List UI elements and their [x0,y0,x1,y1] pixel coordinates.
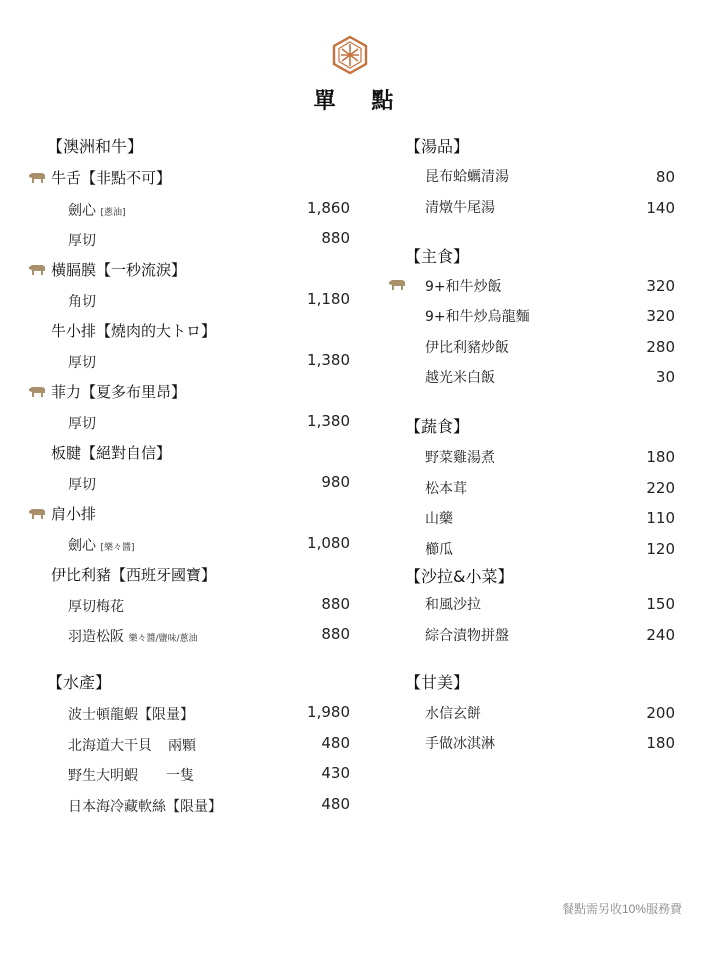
item-tag: 【西班牙國寶】 [111,566,217,584]
item-note: [樂々醬] [100,543,135,553]
item-price: 110 [646,509,675,527]
item-group-skirt [51,259,186,280]
item-note: 樂々醬/鹽味/蔥油 [128,634,198,644]
item-name: 菲力 [51,383,82,401]
item-name: 羽造松阪 [68,629,124,645]
item-price: 480 [321,734,350,752]
item-tag: 【夏多布里昂】 [81,383,187,401]
item-group-iberico [51,564,216,585]
item-note: [蔥油] [100,208,126,218]
menu-item: 綜合漬物拼盤 [425,628,509,644]
item-name: 伊比利豬 [51,566,112,584]
menu-item: 伊比利豬炒飯 [425,340,509,356]
item-price: 180 [646,448,675,466]
menu-item: 水信玄餅 [425,706,481,722]
item-qty: 兩顆 [168,738,196,754]
item-name: 板腱 [51,444,82,462]
item-price: 80 [655,168,675,186]
service-charge-note: 餐點需另收10%服務費 [561,902,682,916]
menu-item: 越光米白飯 [425,370,495,386]
menu-item [68,765,194,785]
item-price: 880 [321,625,350,643]
menu-item: 昆布蛤蠣清湯 [425,169,509,185]
menu-item: 厚切 [68,477,96,493]
menu-item: 角切 [68,294,96,310]
item-tag: 【非點不可】 [81,169,172,187]
section-heading-dessert: 【甘美】 [405,673,470,692]
item-price: 430 [321,764,350,782]
section-heading-veg: 【蔬食】 [405,417,470,436]
item-price: 240 [646,626,675,644]
menu-item: 松本茸 [425,481,467,497]
item-group-tongue [51,167,171,188]
menu-item: 櫛瓜 [425,542,453,558]
item-price: 1,380 [307,351,350,369]
item-price: 220 [646,479,675,497]
item-price: 280 [646,338,675,356]
menu-item: 日本海冷藏軟絲【限量】 [68,799,222,815]
item-price: 1,980 [307,703,350,721]
item-name: 野生大明蝦 [68,768,138,784]
section-heading-soup: 【湯品】 [405,137,470,156]
item-price: 180 [646,734,675,752]
item-price: 880 [321,229,350,247]
menu-item: 手做冰淇淋 [425,736,495,752]
cow-icon [27,384,47,398]
menu-item: 厚切 [68,233,96,249]
item-price: 1,080 [307,534,350,552]
menu-item: 厚切梅花 [68,599,124,615]
item-price: 1,860 [307,199,350,217]
item-name: 牛小排 [51,322,97,340]
item-name: 牛舌 [51,169,82,187]
item-price: 320 [646,277,675,295]
menu-item [68,535,134,555]
menu-item [68,735,196,755]
item-price: 140 [646,199,675,217]
item-price: 880 [321,595,350,613]
menu-item: 9+和牛炒烏龍麵 [425,309,530,325]
menu-item [68,626,198,646]
cow-icon [27,262,47,276]
page-title: 單 點 [313,89,408,114]
item-price: 320 [646,307,675,325]
menu-item: 和風沙拉 [425,597,481,613]
item-price: 1,180 [307,290,350,308]
restaurant-logo [331,35,369,75]
menu-item [68,200,125,220]
item-tag: 【一秒流淚】 [96,261,187,279]
menu-item: 山藥 [425,511,453,527]
section-heading-wagyu: 【澳洲和牛】 [47,137,144,156]
menu-item: 野菜雞湯煮 [425,450,495,466]
section-heading-seafood: 【水產】 [47,673,112,692]
item-group-shortrib [51,320,216,341]
section-heading-staple: 【主食】 [405,247,470,266]
item-name: 劍心 [68,538,96,554]
item-price: 980 [321,473,350,491]
item-price: 150 [646,595,675,613]
item-price: 200 [646,704,675,722]
item-tag: 【燒肉的大トロ】 [96,322,217,340]
cow-icon [27,170,47,184]
menu-item: 清燉牛尾湯 [425,200,495,216]
item-group-chuck: 肩小排 [51,505,97,523]
menu-item: 厚切 [68,416,96,432]
item-qty: 一隻 [166,768,194,784]
cow-icon [387,277,407,291]
item-group-flank [51,442,171,463]
item-name: 北海道大干貝 [68,738,152,754]
item-price: 480 [321,795,350,813]
menu-item: 波士頓龍蝦【限量】 [68,707,194,723]
item-group-filet [51,381,186,402]
menu-item: 厚切 [68,355,96,371]
item-name: 橫膈膜 [51,261,97,279]
item-tag: 【絕對自信】 [81,444,172,462]
item-price: 120 [646,540,675,558]
menu-item: 9+和牛炒飯 [425,279,502,295]
item-price: 30 [655,368,675,386]
cow-icon [27,506,47,520]
item-name: 劍心 [68,203,96,219]
section-heading-salad: 【沙拉&小菜】 [405,567,514,586]
item-price: 1,380 [307,412,350,430]
